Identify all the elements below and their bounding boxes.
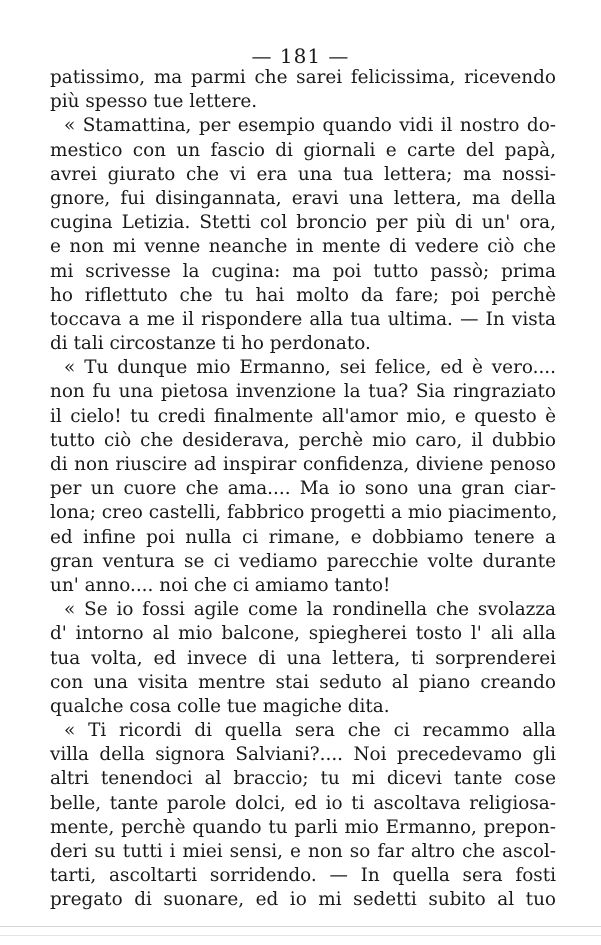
page-scan-edge bbox=[0, 935, 601, 936]
text-line: belle, tante parole dolci, ed io ti ascoltava religiosa- bbox=[50, 792, 556, 814]
text-line: il cielo! tu credi finalmente all'amor mio, e questo è bbox=[50, 405, 556, 427]
text-line: tarti, ascoltarti sorridendo. — In quella sera fosti bbox=[50, 865, 556, 887]
text-line: cugina Letizia. Stetti col broncio per più di un' ora, bbox=[50, 212, 556, 234]
text-line: di non riuscire ad inspirar confidenza, diviene penoso bbox=[50, 454, 556, 475]
text-line: toccava a me il rispondere alla tua ultima. — In vista bbox=[50, 308, 556, 330]
page-bottom-edge bbox=[0, 926, 601, 927]
text-line: qualche cosa colle tue magiche dita. bbox=[50, 695, 390, 717]
text-line: e non mi venne neanche in mente di vedere ciò che bbox=[50, 236, 556, 258]
text-line: patissimo, ma parmi che sarei felicissima, ricevendo bbox=[50, 67, 556, 88]
text-line: gran ventura se ci vediamo parecchie volte durante bbox=[50, 550, 556, 572]
text-line: « Ti ricordi di quella sera che ci recammo alla bbox=[64, 720, 556, 742]
text-line: più spesso tue lettere. bbox=[50, 91, 258, 113]
body-text bbox=[50, 66, 556, 913]
text-line: lona; creo castelli, fabbrico progetti a mio piacimento, bbox=[50, 502, 558, 524]
text-line: pregato di suonare, ed io mi sedetti subito al tuo bbox=[50, 889, 556, 911]
text-line: « Tu dunque mio Ermanno, sei felice, ed è vero.... bbox=[64, 357, 556, 379]
text-line: mestico con un fascio di giornali e carte del papà, bbox=[50, 139, 556, 161]
text-line: avrei giurato che vi era una tua lettera; ma nossi- bbox=[50, 163, 556, 185]
text-line: deri su tutti i miei sensi, e non so far altro che ascol- bbox=[50, 841, 556, 862]
text-line: mi scrivesse la cugina: ma poi tutto passò; prima bbox=[50, 260, 556, 282]
page-number: — 181 — bbox=[251, 44, 350, 68]
text-line: gnore, fui disingannata, eravi una lettera, ma della bbox=[50, 187, 556, 209]
text-line: un' anno.... noi che ci amiamo tanto! bbox=[50, 574, 391, 596]
text-line: altri tenendoci al braccio; tu mi dicevi tante cose bbox=[50, 768, 556, 790]
text-line: tutto ciò che desiderava, perchè mio caro, il dubbio bbox=[50, 429, 556, 451]
text-line: per un cuore che ama.... Ma io sono una gran ciar- bbox=[50, 478, 556, 500]
text-line: tua volta, ed invece di una lettera, ti sorprenderei bbox=[50, 647, 556, 669]
text-line: non fu una pietosa invenzione la tua? Sia ringraziato bbox=[50, 381, 556, 403]
text-line: con una visita mentre stai seduto al piano creando bbox=[50, 671, 556, 693]
text-line: « Stamattina, per esempio quando vidi il nostro do- bbox=[64, 115, 556, 137]
text-line: d' intorno al mio balcone, spiegherei tosto l' ali alla bbox=[50, 623, 556, 645]
text-line: ed infine poi nulla ci rimane, e dobbiamo tenere a bbox=[50, 526, 556, 548]
text-line: ho riflettuto che tu hai molto da fare; poi perchè bbox=[50, 284, 556, 306]
text-line: villa della signora Salviani?.... Noi precedevamo gli bbox=[50, 744, 556, 766]
text-line: « Se io fossi agile come la rondinella che svolazza bbox=[64, 599, 556, 621]
text-line: mente, perchè quando tu parli mio Ermanno, prepon- bbox=[50, 816, 556, 838]
text-line: di tali circostanze ti ho perdonato. bbox=[50, 333, 371, 355]
